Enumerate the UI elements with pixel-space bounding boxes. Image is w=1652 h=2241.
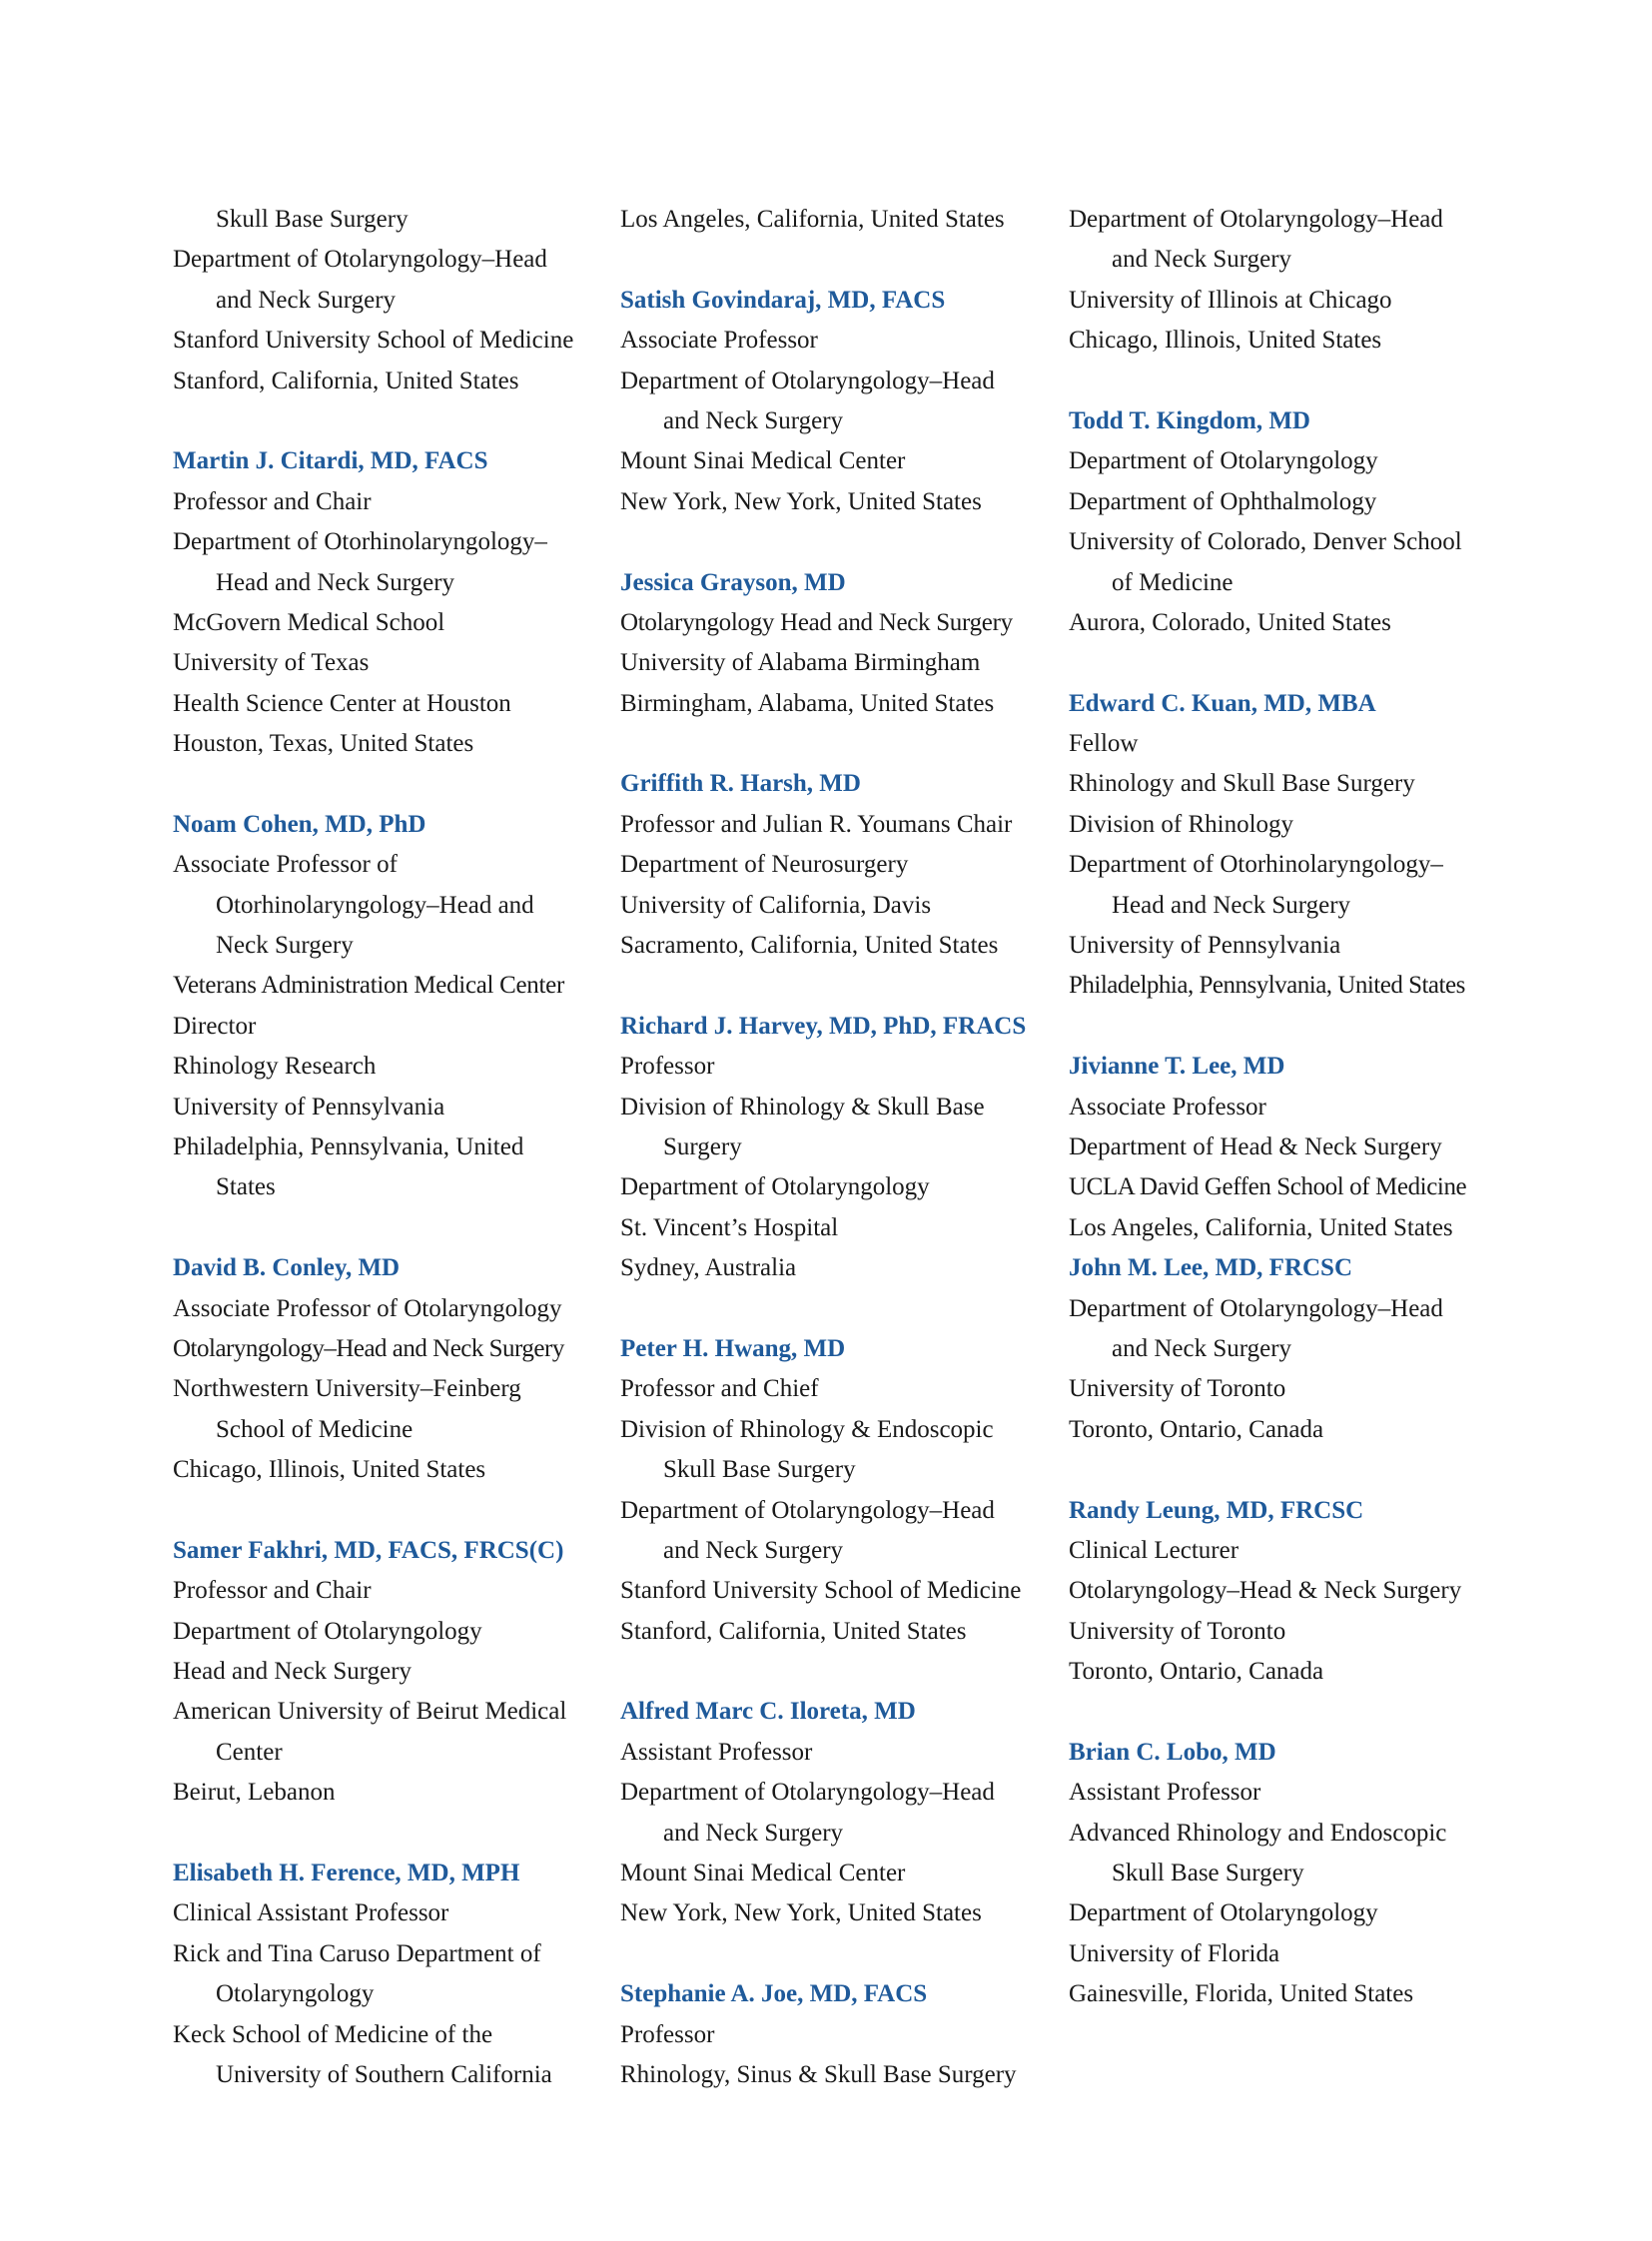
continued-line: Department of Otolaryngology–Head [173,246,547,274]
contributor-entry [620,1329,1060,1652]
affiliation-line: Rhinology, Sinus & Skull Base Surgery [620,2060,1017,2088]
affiliation-line: Philadelphia, Pennsylvania, United [173,1132,524,1160]
spacer [173,1491,592,1531]
contributor-entry [1069,1491,1508,1693]
contributor-name: Todd T. Kingdom, MD [1069,406,1310,434]
affiliation-line: Professor and Chair [173,1577,372,1605]
affiliation-line: University of Texas [173,649,370,677]
affiliation-line: American University of Beirut Medical [173,1698,567,1726]
column-2 [620,200,1060,2095]
affiliation-line: Head and Neck Surgery [216,568,455,596]
spacer [173,401,592,441]
affiliation-line: Northwestern University–Feinberg [173,1375,521,1403]
affiliation-line: Keck School of Medicine of the [173,2020,493,2048]
affiliation-line: Chicago, Illinois, United States [173,1456,486,1484]
affiliation-line: Rhinology Research [173,1053,377,1081]
affiliation-line: University of Florida [1069,1939,1280,1967]
affiliation-line: University of Toronto [1069,1375,1286,1403]
contributor-name: Noam Cohen, MD, PhD [173,810,426,838]
affiliation-line: Toronto, Ontario, Canada [1069,1415,1324,1443]
affiliation-line: University of Pennsylvania [1069,932,1341,960]
contributor-name: Alfred Marc C. Iloreta, MD [620,1698,916,1726]
affiliation-line: Gainesville, Florida, United States [1069,1980,1414,2008]
affiliation-line: Mount Sinai Medical Center [620,1860,906,1887]
affiliation-line: Advanced Rhinology and Endoscopic [1069,1819,1447,1847]
contributor-name: Jivianne T. Lee, MD [1069,1053,1285,1081]
affiliation-line: Rhinology and Skull Base Surgery [1069,770,1415,798]
affiliation-line: Department of Otorhinolaryngology– [173,528,547,556]
spacer [620,240,1060,280]
affiliation-line: Toronto, Ontario, Canada [1069,1658,1324,1686]
affiliation-line: Division of Rhinology & Skull Base [620,1093,985,1120]
affiliation-line: Fellow [1069,730,1139,758]
contributor-name: Randy Leung, MD, FRCSC [1069,1496,1364,1524]
affiliation-line: Beirut, Lebanon [173,1779,336,1807]
affiliation-line: Rick and Tina Caruso Department of [173,1939,541,1967]
affiliation-line: Department of Ophthalmology [1069,487,1377,515]
affiliation-line: Skull Base Surgery [1112,1860,1304,1887]
affiliation-line: of Medicine [1112,568,1234,596]
contributor-entry [1069,1047,1508,1248]
contributor-entry [1069,684,1508,1007]
affiliation-line: Department of Otorhinolaryngology– [1069,851,1443,879]
contributor-entry [173,441,592,764]
affiliation-line: Department of Otolaryngology [620,1173,930,1201]
continued-line: Los Angeles, California, United States [620,206,1005,233]
affiliation-line: Department of Otolaryngology–Head [620,1779,995,1807]
contributor-entry [620,1974,1060,2095]
affiliation-line: Department of Otolaryngology [1069,447,1378,475]
contributor-entry [620,764,1060,966]
contributor-entry [620,1007,1060,1289]
affiliation-line: Birmingham, Alabama, United States [620,689,995,717]
spacer [620,724,1060,764]
affiliation-line: Associate Professor of [173,851,398,879]
contributor-entry [173,1531,592,1814]
affiliation-line: McGovern Medical School [173,608,445,636]
affiliation-line: Sydney, Australia [620,1254,797,1282]
contributor-entry [1069,1248,1508,1450]
spacer [620,1652,1060,1692]
affiliation-line: Professor and Julian R. Youmans Chair [620,810,1013,838]
affiliation-line: States [216,1173,276,1201]
contributor-name: Martin J. Citardi, MD, FACS [173,447,488,475]
affiliation-line: Aurora, Colorado, United States [1069,608,1391,636]
affiliation-line: and Neck Surgery [663,406,844,434]
continued-line: Department of Otolaryngology–Head [1069,206,1443,233]
affiliation-line: and Neck Surgery [1112,1334,1292,1362]
affiliation-line: Associate Professor [620,327,818,355]
affiliation-line: Los Angeles, California, United States [1069,1213,1453,1241]
affiliation-line: School of Medicine [216,1415,413,1443]
affiliation-line: University of California, Davis [620,891,932,919]
continued-line: University of Illinois at Chicago [1069,286,1392,314]
affiliation-line: Mount Sinai Medical Center [620,447,906,475]
contributor-entry [173,1854,592,2095]
affiliation-line: Director [173,1012,257,1040]
affiliation-line: Otorhinolaryngology–Head and [216,891,534,919]
affiliation-line: University of Southern California [216,2060,552,2088]
affiliation-line: Professor [620,1053,715,1081]
affiliation-line: New York, New York, United States [620,487,982,515]
continued-line: and Neck Surgery [216,286,397,314]
spacer [1069,1450,1508,1490]
affiliation-line: Professor [620,2020,715,2048]
affiliation-line: Department of Neurosurgery [620,851,909,879]
affiliation-line: St. Vincent’s Hospital [620,1213,839,1241]
affiliation-line: Department of Head & Neck Surgery [1069,1132,1442,1160]
affiliation-line: University of Alabama Birmingham [620,649,981,677]
contributor-name: Stephanie A. Joe, MD, FACS [620,1980,928,2008]
affiliation-line: Department of Otolaryngology–Head [1069,1294,1443,1322]
spacer [620,1289,1060,1329]
affiliation-line: Otolaryngology Head and Neck Surgery [620,608,1013,636]
affiliation-line: New York, New York, United States [620,1899,982,1927]
spacer [173,764,592,804]
affiliation-line: and Neck Surgery [663,1819,844,1847]
column-1 [173,200,592,2095]
affiliation-line: University of Toronto [1069,1617,1286,1645]
affiliation-line: Clinical Lecturer [1069,1536,1239,1564]
affiliation-line: Neck Surgery [216,932,354,960]
spacer [1069,1007,1508,1047]
affiliation-line: Department of Otolaryngology [1069,1899,1378,1927]
continued-line: Stanford University School of Medicine [173,327,574,355]
affiliation-line: Otolaryngology–Head and Neck Surgery [173,1334,564,1362]
affiliation-line: Otolaryngology [216,1980,375,2008]
contributor-name: Griffith R. Harsh, MD [620,770,861,798]
affiliation-line: Head and Neck Surgery [1112,891,1351,919]
contributor-name: John M. Lee, MD, FRCSC [1069,1254,1353,1282]
contributor-entry [173,1248,592,1490]
continued-line: Chicago, Illinois, United States [1069,327,1382,355]
affiliation-line: University of Pennsylvania [173,1093,445,1120]
affiliation-line: and Neck Surgery [663,1536,844,1564]
contributor-name: Samer Fakhri, MD, FACS, FRCS(C) [173,1536,564,1564]
affiliation-line: Department of Otolaryngology [173,1617,482,1645]
affiliation-line: Stanford, California, United States [620,1617,967,1645]
affiliation-line: Health Science Center at Houston [173,689,511,717]
spacer [173,1814,592,1854]
spacer [620,966,1060,1006]
spacer [173,1208,592,1248]
contributor-name: Brian C. Lobo, MD [1069,1738,1276,1766]
affiliation-line: Philadelphia, Pennsylvania, United States [1069,972,1465,1000]
contributor-entry [620,563,1060,725]
affiliation-line: Assistant Professor [1069,1779,1261,1807]
affiliation-line: Assistant Professor [620,1738,813,1766]
affiliation-line: Head and Neck Surgery [173,1658,413,1686]
contributor-name: Richard J. Harvey, MD, PhD, FRACS [620,1012,1027,1040]
affiliation-line: Veterans Administration Medical Center [173,972,564,1000]
affiliation-line: Division of Rhinology [1069,810,1294,838]
affiliation-line: Houston, Texas, United States [173,730,474,758]
affiliation-line: Stanford University School of Medicine [620,1577,1022,1605]
affiliation-line: Department of Otolaryngology–Head [620,1496,995,1524]
affiliation-line: UCLA David Geffen School of Medicine [1069,1173,1467,1201]
affiliation-line: Professor and Chief [620,1375,819,1403]
affiliation-line: Sacramento, California, United States [620,932,999,960]
column-3 [1069,200,1508,2015]
affiliation-line: Professor and Chair [173,487,372,515]
contributor-name: Peter H. Hwang, MD [620,1334,846,1362]
affiliation-line: Skull Base Surgery [663,1456,856,1484]
continued-line: and Neck Surgery [1112,246,1292,274]
spacer [620,522,1060,562]
affiliation-line: Division of Rhinology & Endoscopic [620,1415,994,1443]
contributor-name: Satish Govindaraj, MD, FACS [620,286,946,314]
affiliation-line: Department of Otolaryngology–Head [620,367,995,394]
contributor-entry [1069,1733,1508,2015]
continued-line: Stanford, California, United States [173,367,519,394]
spacer [1069,643,1508,683]
affiliation-line: Clinical Assistant Professor [173,1899,449,1927]
affiliation-line: Surgery [663,1132,742,1160]
contributor-name: Jessica Grayson, MD [620,568,846,596]
spacer [1069,362,1508,401]
contributor-name: Elisabeth H. Ference, MD, MPH [173,1860,520,1887]
contributor-name: David B. Conley, MD [173,1254,401,1282]
contributor-entry [1069,401,1508,643]
affiliation-line: Otolaryngology–Head & Neck Surgery [1069,1577,1462,1605]
affiliation-line: University of Colorado, Denver School [1069,528,1462,556]
spacer [1069,1692,1508,1732]
continued-line: Skull Base Surgery [216,206,409,233]
contributor-name: Edward C. Kuan, MD, MBA [1069,689,1376,717]
contributor-entry [173,805,592,1208]
affiliation-line: Associate Professor of Otolaryngology [173,1294,562,1322]
affiliation-line: Associate Professor [1069,1093,1266,1120]
contributor-entry [620,1692,1060,1933]
contributor-entry [620,281,1060,522]
spacer [620,1934,1060,1974]
affiliation-line: Center [216,1738,283,1766]
